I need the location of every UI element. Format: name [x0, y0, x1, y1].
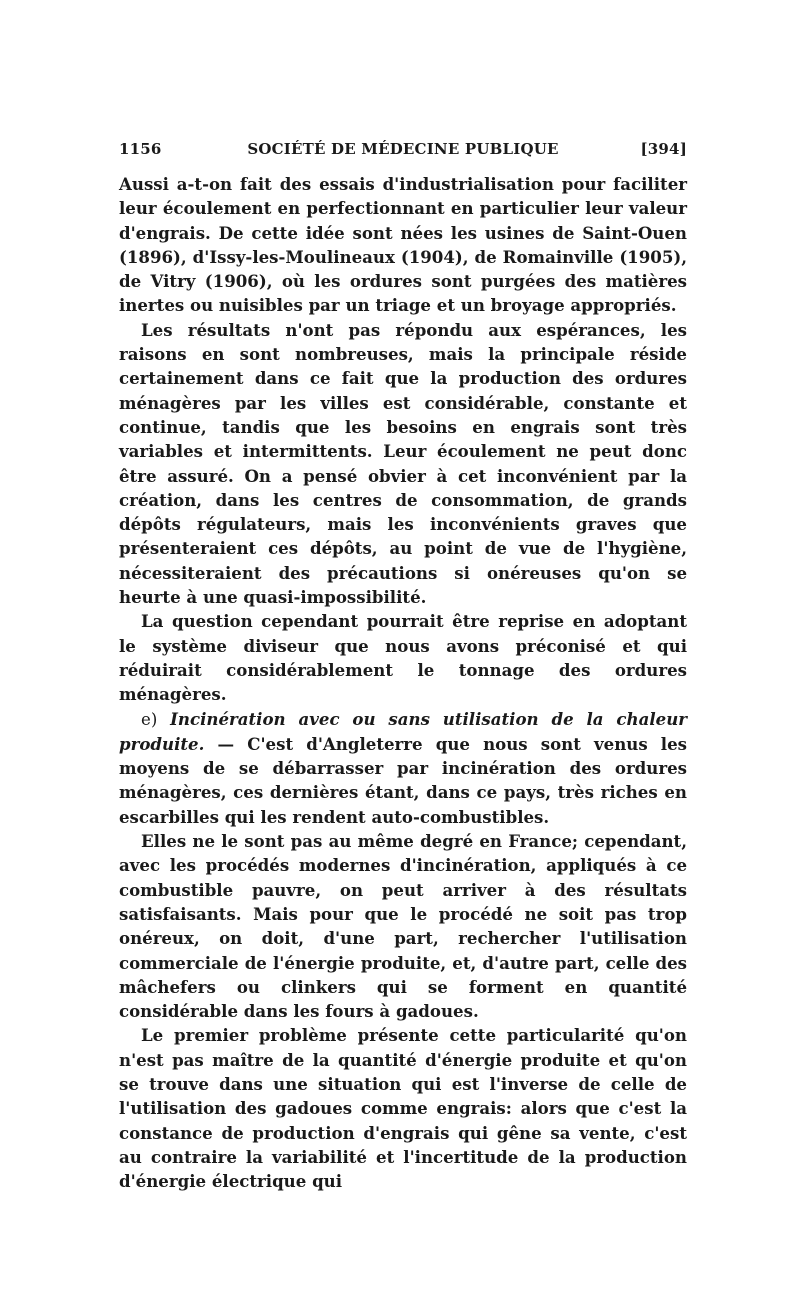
body-text: [119, 172, 687, 1193]
paragraph-5: Elles ne le sont pas au même degré en France; cependant, avec les procédés modernes d'incinération, appliqués à ce combustible pauvre, on peut arriver à des résultats satisfaisants. Mais pour que le procédé ne soit pas trop onéreux, on doit, d'une part, rechercher l'utilisation commerciale de l'énergie produite, et, d'autre part, celle des mâchefers ou clinkers qui se forment en quantité considérable dans les fours à gadoues.: [119, 831, 687, 1022]
section-e-label: e): [141, 709, 158, 729]
running-head: [119, 140, 687, 164]
page-number: 1156: [119, 140, 162, 158]
paragraph-2: Les résultats n'ont pas répondu aux espérances, les raisons en sont nombreuses, mais la principale réside certainement dans ce fait que la production des ordures ménagères par les villes est considérable, constante et continue, tandis que les besoins en engrais sont très variables et intermittents. Leur écoulement ne peut donc être assuré. On a pensé obvier à cet inconvénient par la création, dans les centres de consommation, de grands dépôts régulateurs, mais les inconvénients graves que présenteraient ces dépôts, au point de vue de l'hygiène, nécessiteraient des précautions si onéreuses qu'on se heurte à une quasi-impossibilité.: [119, 319, 687, 608]
document-page: [119, 140, 687, 1193]
running-title: SOCIÉTÉ DE MÉDECINE PUBLIQUE: [247, 140, 559, 158]
section-e-text: — C'est d'Angleterre que nous sont venus les moyens de se débarrasser par incinération des ordures ménagères, ces dernières étant, dans ce pays, très riches en escarbilles qui les rendent auto-combustibles.: [119, 733, 688, 827]
paragraph-1: Aussi a-t-on fait des essais d'industrialisation pour faciliter leur écoulement en perfectionnant en particulier leur valeur d'engrais. De cette idée sont nées les usines de Saint-Ouen (1896), d'Issy-les-Moulineaux (1904), de Romainville (1905), de Vitry (1906), où les ordures sont purgées des matières inertes ou nuisibles par un triage et un broyage appropriés.: [119, 174, 687, 316]
section-e-heading: Incinération avec ou sans utilisation de la chaleur produite.: [119, 708, 688, 754]
page-reference: [394]: [640, 140, 687, 158]
paragraph-6: Le premier problème présente cette particularité qu'on n'est pas maître de la quantité d'énergie produite et qu'on se trouve dans une situation qui est l'inverse de celle de l'utilisation des gadoues comme engrais: alors que c'est la constance de production d'engrais qui gêne sa vente, c'est au contraire la variabilité et l'incertitude de la production d'énergie électrique qui: [119, 1025, 687, 1192]
section-e-paragraph: [119, 707, 687, 829]
paragraph-3: La question cependant pourrait être reprise en adoptant le système diviseur que nous avons préconisé et qui réduirait considérablement le tonnage des ordures ménagères.: [119, 611, 687, 705]
